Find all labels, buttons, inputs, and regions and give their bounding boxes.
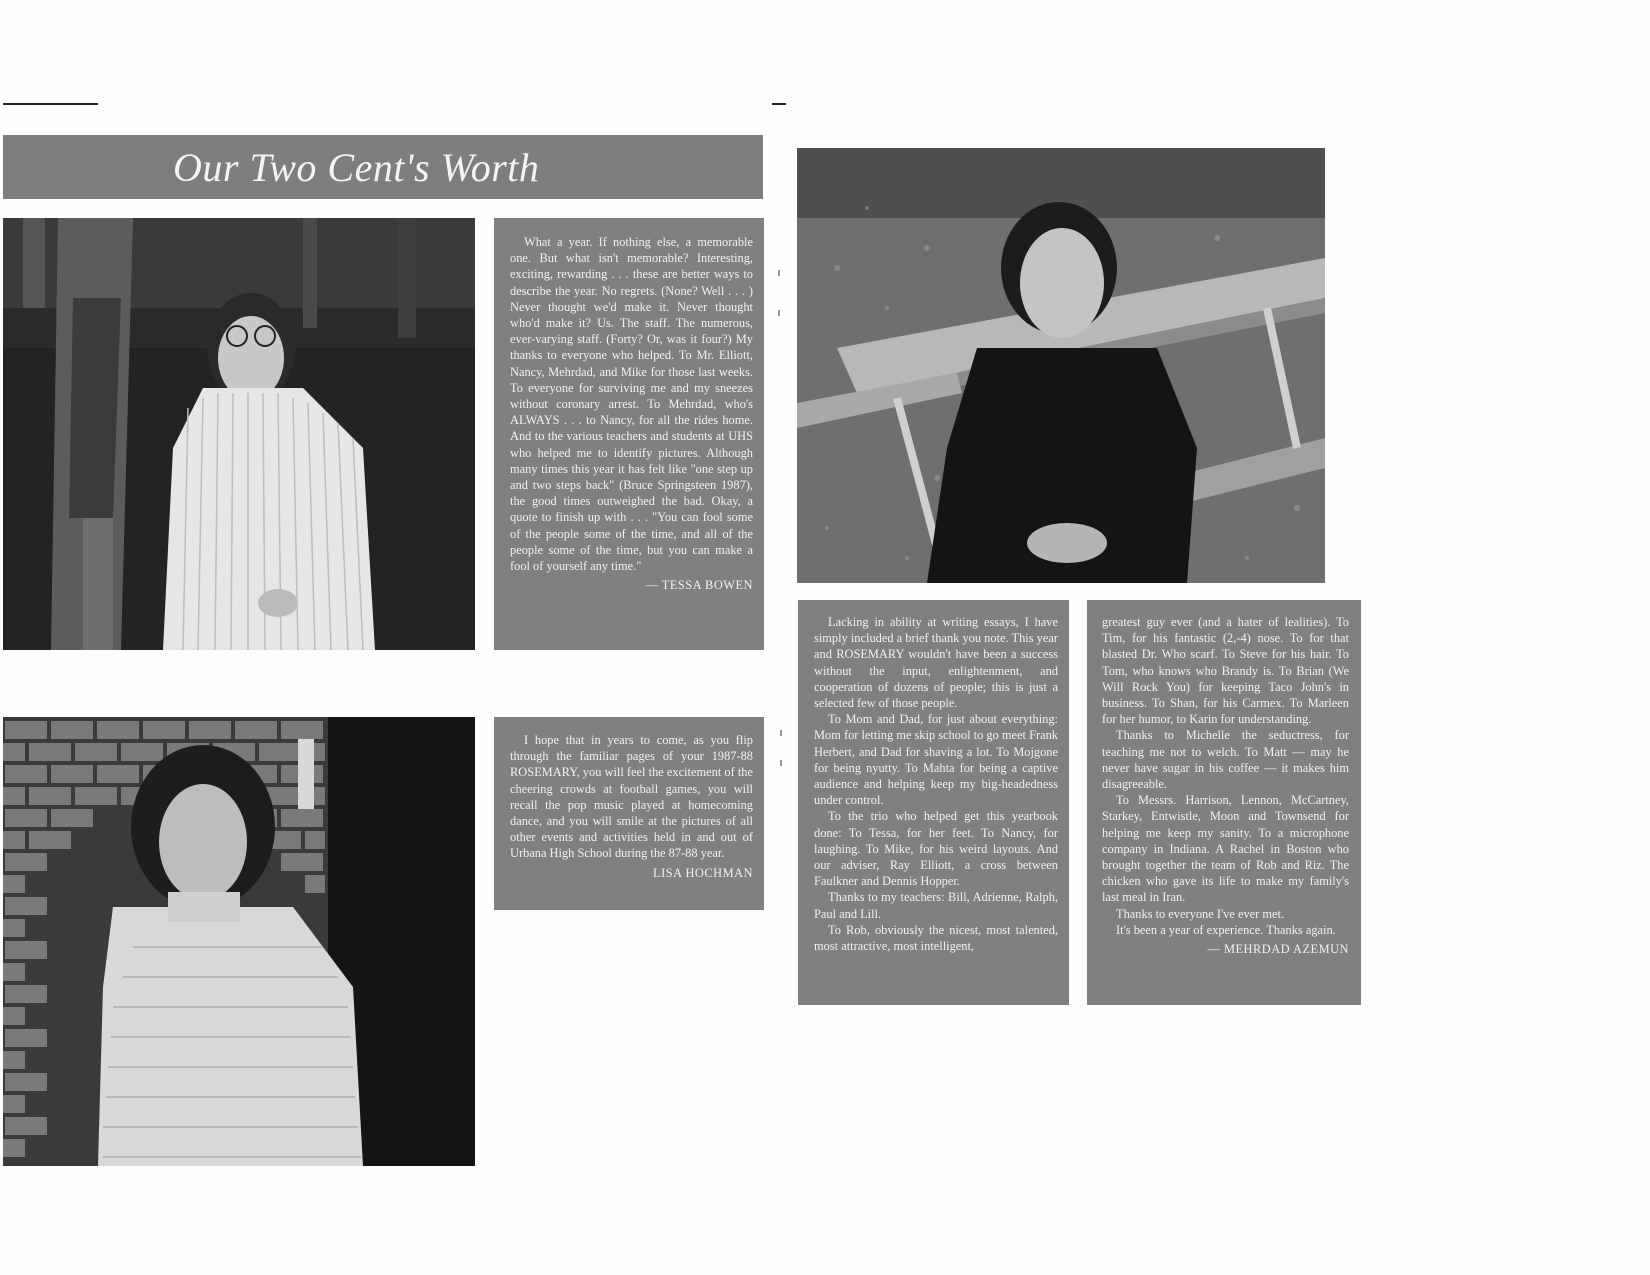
essay-mehrdad-paragraph: To Mom and Dad, for just about everything: Mom for letting me skip school to go meet Frank Herbert, and Dad for shaving a lot. To Mojgone for being nyutty. To Mahta for being a captive audience and helping keep my big-headedness under control. — [814, 712, 1058, 808]
photo-tessa-image — [3, 218, 475, 650]
essay-mehrdad-paragraph: Thanks to everyone I've ever met. — [1116, 906, 1285, 921]
photo-lisa — [3, 717, 475, 1166]
gutter-mark — [778, 310, 780, 316]
photo-tessa — [3, 218, 475, 650]
essay-mehrdad-column-1 — [798, 600, 1069, 1005]
top-rule-left — [3, 103, 98, 105]
essay-mehrdad-paragraph: Thanks to my teachers: Bill, Adrienne, Ralph, Paul and Lill. — [814, 890, 1058, 921]
essay-tessa-paragraph: What a year. If nothing else, a memorable one. But what isn't memorable? Interesting, exciting, rewarding . . . these are better ways to describe the year. No regrets. (None? Well . . . ) Never thought we'd make it. Never thought who'd make it? Us. The staff. The numerous, ever-varying staff. (Forty? Or, was it four?) My thanks to everyone who helped. To Mr. Elliott, Nancy, Mehrdad, and Mike for those last weeks. To everyone for surviving me and my sneezes without coronary arrest. To Mehrdad, who's ALWAYS . . . to Nancy, for all the rides home. And to the various teachers and students at UHS who helped me to identify pictures. Although many times this year it has felt like "one step up and two steps back" (Bruce Springsteen 1987), the good times outweighed the bad. Okay, a quote to finish up with . . . "You can fool some of the people some of the time, and all of the people some of the time, but you can make a fool of yourself any time." — [510, 235, 753, 574]
essay-mehrdad-paragraph: greatest guy ever (and a hater of lealities). To Tim, for his fantastic (2,-4) nose. To for that blasted Dr. Who scarf. To Steve for his hair. To Tom, who knows who Brandy is. To Brian (We Will Rock You) for keeping Taco John's in business. To Shan, for his Carmex. To Marleen for her humor, to Karin for understanding. — [1102, 615, 1349, 727]
top-rule-center — [772, 103, 786, 105]
photo-mehrdad-image — [797, 148, 1325, 583]
title-banner — [3, 135, 763, 199]
essay-tessa — [494, 218, 764, 650]
essay-mehrdad-paragraph: To Rob, obviously the nicest, most talented, most attractive, most intelligent, — [814, 922, 1058, 954]
essay-tessa-signature: — TESSA BOWEN — [645, 578, 753, 593]
essay-lisa-paragraph: I hope that in years to come, as you flip through the familiar pages of your 1987-88 ROSEMARY, you will feel the excitement of the cheering crowds at football games, you will recall the pop music played at homecoming dance, and you will smile at the pictures of all other events and activities held in and out of Urbana High School during the 87-88 year. — [510, 733, 753, 861]
photo-mehrdad — [797, 148, 1325, 583]
essay-mehrdad-paragraph: It's been a year of experience. Thanks again. — [1116, 922, 1336, 937]
gutter-mark — [780, 730, 782, 736]
essay-mehrdad-paragraph: To the trio who helped get this yearbook done: To Tessa, for her feet. To Nancy, for laughing. To Mike, for his weird layouts. And our adviser, Ray Elliott, a cross between Faulkner and Dennis Hopper. — [814, 809, 1058, 889]
essay-lisa-signature: LISA HOCHMAN — [653, 865, 753, 880]
essay-mehrdad-paragraph: Thanks to Michelle the seductress, for teaching me not to welch. To Matt — may he never have sugar in his coffee — it makes him disagreeable. — [1102, 728, 1349, 792]
essay-mehrdad-paragraph: To Messrs. Harrison, Lennon, McCartney, Starkey, Entwistle, Moon and Townsend for helping me keep my sanity. To a microphone company in Indiana. A Rachel in Boston who brought together the team of Rob and Riz. The chicken who gave its life to make my family's last meal in Iran. — [1102, 793, 1349, 905]
gutter-mark — [778, 270, 780, 276]
essay-mehrdad-signature: — MEHRDAD AZEMUN — [1207, 942, 1349, 957]
essay-mehrdad-paragraph: Lacking in ability at writing essays, I have simply included a brief thank you note. This year and ROSEMARY wouldn't have been a success without the input, enlightenment, and cooperation of dozens of people; this is just a selected few of those people. — [814, 615, 1058, 711]
gutter-mark — [780, 760, 782, 766]
page-title: Our Two Cent's Worth — [173, 144, 540, 190]
essay-mehrdad-column-2 — [1087, 600, 1361, 1005]
photo-lisa-image — [3, 717, 475, 1166]
essay-lisa — [494, 717, 764, 910]
